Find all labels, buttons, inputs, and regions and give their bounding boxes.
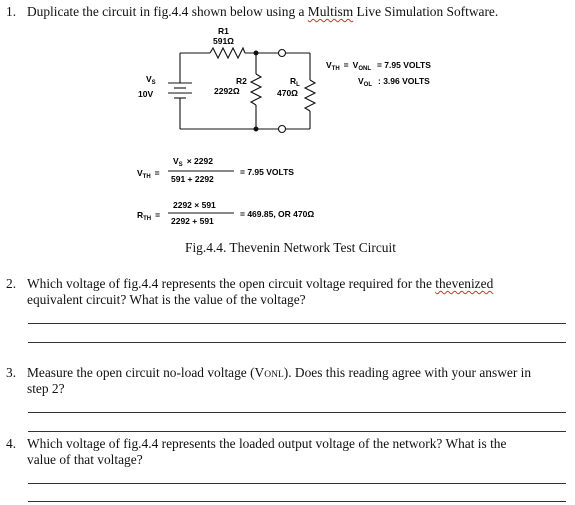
- resistor-r2: [251, 74, 261, 105]
- vs-name: $V_S$: [146, 74, 156, 86]
- junction-bottom: [254, 127, 259, 132]
- r2-name: R2: [236, 76, 247, 86]
- vol-label: $V_{OL}$ : 3.96 VOLTS: [358, 76, 430, 88]
- rth-formula-denominator: 2292 + 591: [171, 216, 214, 226]
- rl-value: 470Ω: [277, 88, 298, 98]
- answer-line-q3-2[interactable]: [28, 431, 566, 432]
- question-2-line-1: Which voltage of fig.4.4 represents the open circuit voltage required for the thevenized: [27, 276, 494, 291]
- question-3-number: 3.: [6, 365, 17, 380]
- resistor-r1: [210, 48, 245, 58]
- terminal-bottom: [279, 126, 286, 133]
- question-2-number: 2.: [6, 276, 17, 291]
- question-3-line-2: step 2?: [27, 381, 65, 396]
- question-1-number: 1.: [6, 4, 17, 19]
- figure-caption: Fig.4.4. Thevenin Network Test Circuit: [185, 240, 396, 255]
- question-4-line-1: Which voltage of fig.4.4 represents the loaded output voltage of the network? What is the: [27, 436, 507, 451]
- vth-formula-result: = 7.95 VOLTS: [240, 167, 294, 177]
- rth-formula-lhs: $R_{TH}$ =: [137, 210, 161, 222]
- question-2: [6, 276, 566, 310]
- vs-value: 10V: [138, 89, 154, 99]
- question-4-line-2: value of that voltage?: [27, 452, 143, 467]
- misspelled-word: thevenized: [435, 276, 494, 291]
- question-3: [6, 365, 571, 399]
- misspelled-word: Multism: [307, 4, 354, 19]
- junction-top: [254, 51, 259, 56]
- vth-formula-numerator: $V_S \times 2292$: [173, 156, 213, 168]
- rth-formula-numerator: 2292 × 591: [173, 200, 216, 210]
- resistor-rl: [305, 80, 315, 111]
- circuit-diagram: [0, 0, 575, 240]
- question-4-number: 4.: [6, 436, 17, 451]
- vth-vonl-label: $V_{TH} = V_{ONL} = 7.95$ VOLTS: [326, 60, 431, 72]
- r2-value: 2292Ω: [214, 86, 240, 96]
- rl-name: $R_L$: [290, 76, 300, 88]
- question-2-line-2: equivalent circuit? What is the value of the voltage?: [27, 292, 306, 307]
- question-3-line-1: Measure the open circuit no-load voltage (VONL). Does this reading agree with your answer in: [27, 365, 532, 380]
- answer-line-q4-2[interactable]: [28, 501, 566, 502]
- vth-formula-lhs: $V_{TH}$ =: [137, 168, 160, 180]
- r1-value: 591Ω: [213, 36, 234, 46]
- question-4: [6, 436, 566, 470]
- vth-formula-denominator: 591 + 2292: [171, 174, 214, 184]
- r1-name: R1: [218, 26, 229, 36]
- terminal-top: [279, 50, 286, 57]
- rth-formula-result: = 469.85, OR 470Ω: [240, 209, 315, 219]
- answer-line-q3-1[interactable]: [28, 412, 566, 413]
- answer-line-q2-1[interactable]: [28, 323, 566, 324]
- answer-line-q4-1[interactable]: [28, 483, 566, 484]
- answer-line-q2-2[interactable]: [28, 342, 566, 343]
- question-1-text: Duplicate the circuit in fig.4.4 shown below using a Multism Live Simulation Software.: [27, 4, 499, 19]
